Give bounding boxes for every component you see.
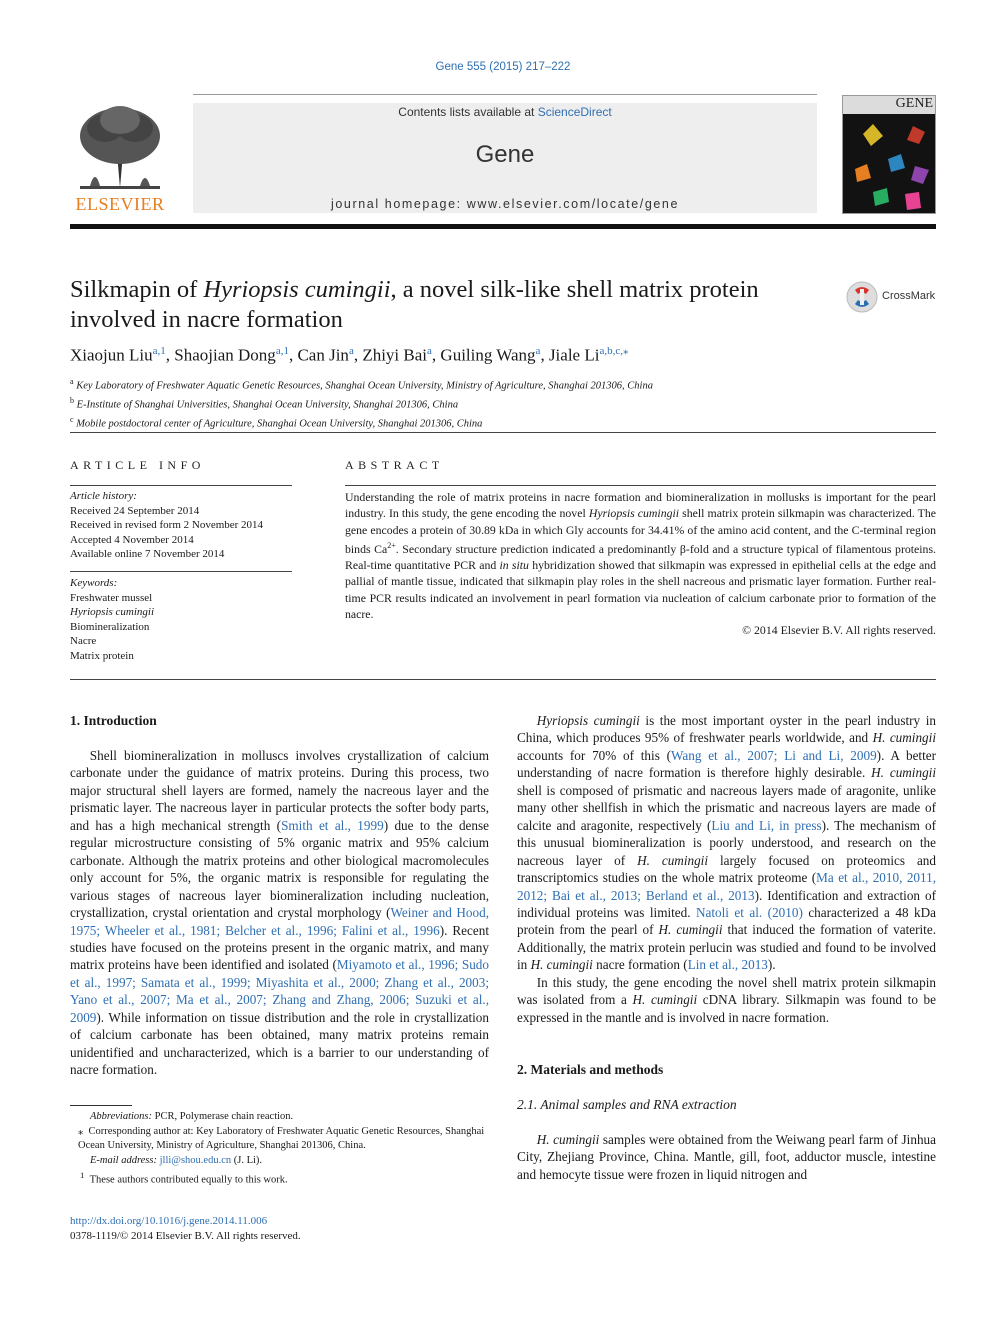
article-history: Article history: Received 24 September 2014 Received in revised form 2 November 2014 Accepted 4 November 2014 Available online 7 November 2014 (70, 490, 264, 560)
author[interactable]: Shaojian Dong (174, 345, 276, 365)
citation-link[interactable]: Weiner and Hood, 1975; Wheeler et al., 1981; Belcher et al., 1996; Falini et al., 1996 (70, 905, 489, 938)
article-title: Silkmapin of Hyriopsis cumingii, a novel silk-like shell matrix protein involved in nacre formation (70, 276, 759, 333)
journal-cover-image (842, 95, 936, 214)
doi-link[interactable]: http://dx.doi.org/10.1016/j.gene.2014.11.006 (70, 1215, 268, 1227)
header-divider (193, 94, 817, 95)
email-link[interactable]: jlli@shou.edu.cn (159, 1154, 232, 1166)
keywords: Keywords: Freshwater mussel Hyriopsis cumingii Biomineralization Nacre Matrix protein (70, 577, 155, 662)
section-heading-introduction: 1. Introduction (70, 713, 157, 728)
footnote-divider (70, 1105, 132, 1106)
author-list: Xiaojun Liu$^{a,1}$, Shaojian Dong$^{a,1}$, Can Jin$^a$, Zhiyi Bai$^a$, Guiling Wang$^a$, Jiale $Li^{a,b,c,⁎}$ (70, 345, 629, 365)
citation-link[interactable]: Wang et al., 2007; Li and Li, 2009 (671, 747, 877, 763)
citation-link[interactable]: Liu and Li, in press (711, 817, 822, 833)
divider (345, 485, 936, 486)
elsevier-wordmark: ELSEVIER (75, 194, 165, 214)
introduction-paragraph: Shell biomineralization in molluscs involves crystallization of calcium carbonate under the guidance of matrix proteins. During this process, two major structural shell layers are formed, namely the nacreous layer and the prismatic layer. The nacreous layer in particular protects the softer body parts, and has a high mechanical strength (Smith et al., 1999) due to the dense regular microstructure consisting of 5% organic matrix and 95% calcium carbonate. Although the matrix proteins and other biological macromolecules only account for 5%, the organic matrix is responsible for regulating the various stages of nacreous layer biomineralization including nucleation, crystallization, crystal orientation and crystal morphology (Weiner and Hood, 1975; Wheeler et al., 1981; Belcher et al., 1996; Falini et al., 1996). Recent studies have focused on the proteins present in the organic matrix, and many matrix proteins have been identified and isolated (Miyamoto et al., 1996; Sudo et al., 1997; Samata et al., 1999; Miyashita et al., 2000; Zhang et al., 2003; Yano et al., 2007; Ma et al., 2007; Zhang and Zhang, 2006; Suzuki et al., 2009). While information on tissue distribution and the role in crystallization of calcium carbonate has been obtained, many matrix proteins remain unidentified and uncharacterized, which is a barrier to our understanding of nacre formation. (70, 748, 489, 1078)
header-rule (70, 224, 936, 229)
citation-link[interactable]: Lin et al., 2013 (687, 957, 768, 973)
introduction-paragraph-right: Hyriopsis cumingii is the most important oyster in the pearl industry in China, which produces 95% of freshwater pearls worldwide, and H. cumingii accounts for 70% of this (Wang et al., 2007; Li and Li, 2009). A better understanding of nacre formation is therefore highly desirable. H. cumingii shell is composed of prismatic and nacreous layers made of aragonite, unlike many other shellfish in which the prismatic and nacreous layers are made of calcite and aragonite, respectively (Liu and Li, in press). The mechanism of this unusual biomineralization is poorly understood, and research on the nacreous layer of H. cumingii largely focused on proteomics and transcriptomics studies on the whole matrix proteome (Ma et al., 2010, 2011, 2012; Bai et al., 2013; Berland et al., 2013). Identification and extraction of individual proteins was limited. Natoli et al. (2010) characterized a 48 kDa protein from the pearl of H. cumingii that induced the formation of vaterite. Additionally, the matrix protein perlucin was studied and found to be involved in H. cumingii nacre formation (Lin et al., 2013). In this study, the gene encoding the novel shell matrix protein silkmapin was isolated from a H. cumingii cDNA library. Silkmapin was found to be expressed in the mantle and is involved in nacre formation. (517, 713, 937, 1025)
author[interactable]: Guiling Wang (440, 345, 536, 365)
sciencedirect-link[interactable]: ScienceDirect (537, 105, 612, 119)
doi-block: http://dx.doi.org/10.1016/j.gene.2014.11.006 0378-1119/© 2014 Elsevier B.V. All rights reserved. (70, 1214, 489, 1243)
affiliations (70, 375, 936, 432)
copyright: © 2014 Elsevier B.V. All rights reserved. (742, 623, 936, 638)
divider (70, 485, 292, 486)
subsection-heading: 2.1. Animal samples and RNA extraction (517, 1097, 737, 1112)
journal-name: Gene (475, 141, 535, 168)
citation-link[interactable]: Miyamoto et al., 1996; Sudo et al., 1997; Samata et al., 1999; Miyashita et al., 2000; Zhang et al., 2003; Yano et al., 2007; Ma et al., 2007; Zhang and Zhang, 2006; Suzuki et al., 2009 (70, 957, 489, 1025)
citation-link[interactable]: Smith et al., 1999 (281, 817, 384, 833)
journal-reference[interactable]: Gene 555 (2015) 217–222 (435, 61, 571, 73)
author[interactable]: Can Jin (297, 345, 349, 365)
footnotes: Abbreviations: PCR, Polymerase chain reaction. ⁎ Corresponding author at: Key Laboratory of Freshwater Aquatic Genetic Resources, Shanghai Ocean University, Ministry of Agriculture, Shanghai 201306, China. E-mail address: jlli@shou.edu.cn (J. Li). $^1$ These authors contributed equally to this work. (78, 1111, 485, 1186)
abstract-body: Understanding the role of matrix proteins in nacre formation and biomineralization in mollusks is important for the pearl industry. In this study, the gene encoding the novel Hyriopsis cumingii shell matrix protein silkmapin was characterized. The gene encodes a protein of 30.89 kDa in which Gly accounts for 34.41% of the amino acid content, and the C-terminal region binds $Ca^{2+}$. Secondary structure prediction indicated a predominantly β-fold and a structure typical of filamentous proteins. Real-time quantitative PCR and in situ hybridization showed that silkmapin was expressed in epithelial cells at the edge and pallial of mantle tissue, indicated that silkmapin play roles in the shell nacreous and prismatic layer formation. Further real-time PCR results indicated an involvement in pearl formation via nucleation of calcium carbonate prior to formation of the nacre. © 2014 Elsevier B.V. All rights reserved. (345, 490, 937, 638)
citation-link[interactable]: Natoli et al. (2010) (696, 904, 803, 920)
crossmark-icon (846, 280, 878, 314)
crossmark-badge[interactable] (846, 280, 941, 314)
journal-homepage[interactable]: journal homepage: www.elsevier.com/locate/gene (330, 197, 680, 211)
abstract-heading: ABSTRACT (345, 458, 444, 472)
citation-link[interactable]: Ma et al., 2010, 2011, 2012; Bai et al., 2013; Berland et al., 2013 (517, 870, 936, 903)
section-heading-methods: 2. Materials and methods (517, 1062, 664, 1077)
methods-paragraph: H. cumingii samples were obtained from the Weiwang pearl farm of Jinhua City, Zhejiang Province, China. Mantle, gill, foot, adductor muscle, intestine and hemocyte tissue were frozen in liquid nitrogen and (517, 1132, 936, 1182)
contents-line: Contents lists available at ScienceDirect (398, 105, 612, 119)
affiliation: $^b$ E-Institute of Shanghai Universities, Shanghai Ocean University, Shanghai 201306, China (70, 396, 459, 411)
divider (70, 679, 936, 680)
cover-title: GENE (843, 96, 936, 114)
cover-art (843, 114, 936, 214)
article-info-heading: ARTICLE INFO (70, 458, 205, 472)
affiliation: $^c$ Mobile postdoctoral center of Agriculture, Shanghai Ocean University, Shanghai 201306, China (70, 415, 483, 430)
author[interactable]: Zhiyi Bai (362, 345, 428, 365)
crossmark-label: CrossMark (882, 290, 936, 302)
affiliation: $^a$ Key Laboratory of Freshwater Aquatic Genetic Resources, Shanghai Ocean University, Ministry of Agriculture, Shanghai 201306, China (70, 377, 653, 392)
divider (70, 432, 936, 433)
author[interactable]: Jiale Li (548, 345, 600, 365)
author[interactable]: Xiaojun Liu (70, 345, 153, 365)
divider (70, 571, 292, 572)
